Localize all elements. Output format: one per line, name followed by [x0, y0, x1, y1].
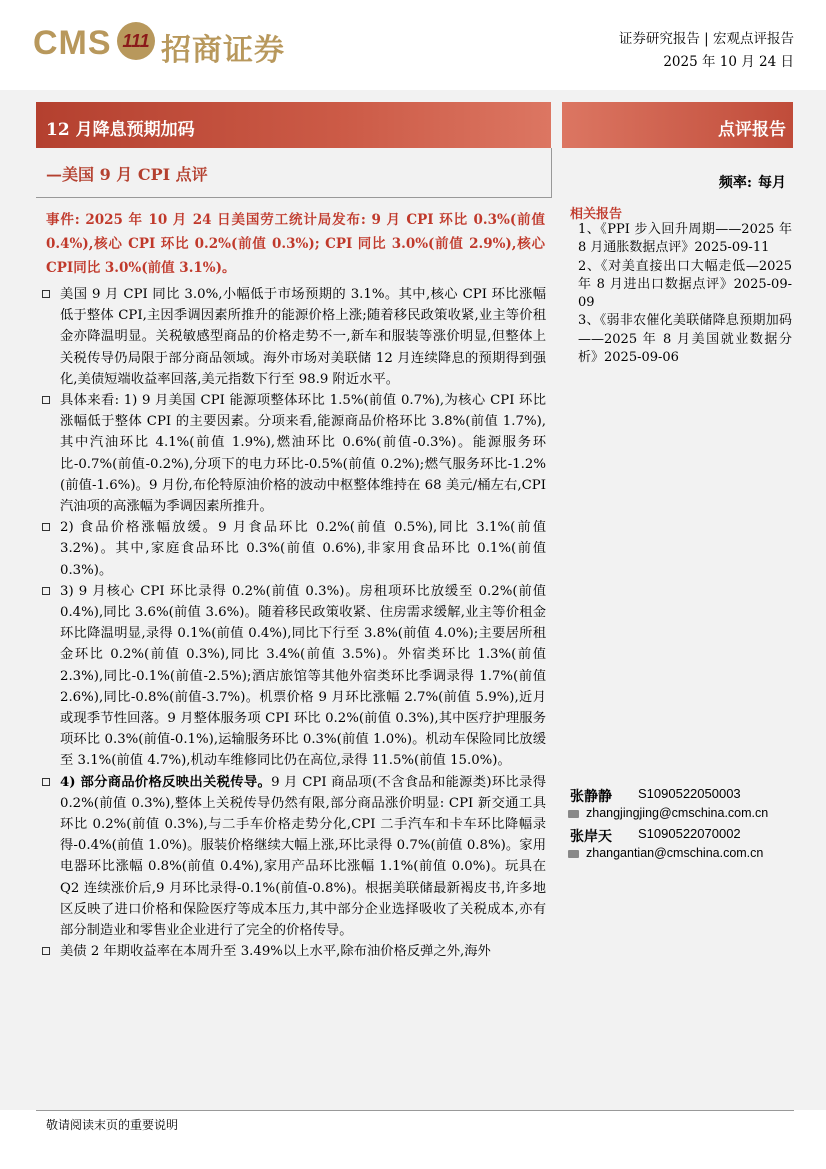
- event-summary: 事件: 2025 年 10 月 24 日美国劳工统计局发布: 9 月 CPI 环比 0.3%(前值 0.4%),核心 CPI 环比 0.2%(前值 0.3%); CPI 同比 3.0%(前值 2.9%),核心 CPI同比 3.0%(前值 3.1%)。: [46, 212, 545, 276]
- divider-vertical: [551, 148, 552, 198]
- frequency: [719, 172, 786, 192]
- analyst-email[interactable]: zhangjingjing@cmschina.com.cn: [586, 806, 769, 820]
- analyst-email[interactable]: zhangantian@cmschina.com.cn: [586, 846, 764, 860]
- related-reports-list: [578, 221, 792, 367]
- analyst-row: [570, 786, 792, 806]
- footer-note: 敬请阅读末页的重要说明: [46, 1118, 179, 1132]
- footer-divider: [36, 1110, 794, 1111]
- logo-latin: CMS: [33, 24, 112, 62]
- checkbox-bullet-icon: [42, 587, 50, 595]
- mail-icon: [568, 850, 579, 858]
- paragraph-text: 美国 9 月 CPI 同比 3.0%,小幅低于市场预期的 3.1%。其中,核心 CPI 环比涨幅低于整体 CPI,主因季调因素所推升的能源价格上涨;随着移民政策收紧,业主等价租金亦降温明显。关税敏感型商品的价格走势不一,新车和服装等涨价明显,但整体上关税传导仍局限于部分商品领域。海外市场对美联储 12 月连续降息的预期得到强化,美债短端收益率回落,美元指数下行至 98.9 附近水平。: [60, 287, 546, 387]
- paragraph-text: 3) 9 月核心 CPI 环比录得 0.2%(前值 0.3%)。房租项环比放缓至 0.2%(前值 0.4%),同比 3.6%(前值 3.6%)。随着移民政策收紧、住房需求缓解,业主等价租金环比降温明显,录得 0.1%(前值 0.4%),同比下行至 3.8%(前值 4.0%);主要居所租金环比 0.2%(前值 0.3%),同比 3.4%(前值 3.5%)。外宿类环比 1.3%(前值 2.3%),同比-0.1%(前值-2.5%);酒店旅馆等其他外宿类环比季调录得 1.7%(前值 2.6%),同比-0.8%(前值-3.7%)。机票价格 9 月环比涨幅 2.7%(前值 5.9%),近月或现季节性回落。9 月整体服务项 CPI 环比 0.2%(前值 0.3%),其中医疗护理服务项环比 0.3%(前值-0.1%),运输服务环比 0.3%(前值 1.0%)。机动车保险同比放缓至 3.1%(前值 4.7%),机动车维修同比仍在高位,录得 11.5%(前值 15.0%)。: [60, 583, 546, 769]
- report-category: 点评报告: [718, 120, 786, 140]
- checkbox-bullet-icon: [42, 523, 50, 531]
- paragraph: [40, 941, 546, 962]
- paragraph: [40, 390, 546, 517]
- paragraph-text: 美债 2 年期收益率在本周升至 3.49%以上水平,除布油价格反弹之外,海外: [60, 944, 491, 960]
- related-report-link[interactable]: 1、《PPI 步入回升周期——2025 年 8 月通胀数据点评》2025-09-11: [578, 222, 792, 256]
- logo-seal-icon: 111: [117, 22, 155, 60]
- paragraph-heading: 4) 部分商品价格反映出关税传导。: [60, 774, 272, 790]
- paragraph: [40, 772, 546, 942]
- report-type: 证券研究报告 | 宏观点评报告: [618, 31, 794, 47]
- divider-horizontal: [36, 197, 552, 198]
- paragraph: [40, 517, 546, 581]
- paragraph: [40, 284, 546, 390]
- checkbox-bullet-icon: [42, 290, 50, 298]
- report-date: 2025 年 10 月 24 日: [663, 54, 794, 70]
- main-body: [40, 284, 546, 963]
- mail-icon: [568, 810, 579, 818]
- paragraph-text: 9 月 CPI 商品项(不含食品和能源类)环比录得 0.2%(前值 0.3%),整体上关税传导仍然有限,部分商品涨价明显: CPI 新交通工具环比 0.2%(前值 0.3%),与二手车价格走势分化,CPI 二手汽车和卡车环比降幅录得-0.4%(前值 1.0%)。服装价格继续大幅上涨,环比录得 0.7%(前值 0.8%)。家用电器环比涨幅 0.8%(前值 0.4%),家用产品环比涨幅 1.1%(前值 0.0%)。玩具在 Q2 连续涨价后,9 月环比录得-0.1%(前值-0.8%)。根据美联储最新褐皮书,许多地区反映了进口价格和保险医疗等成本压力,其中部分企业选择吸收了关税成本,亦有部分制造业和零售业企业进行了完全的价格传导。: [60, 774, 546, 939]
- paragraph: [40, 581, 546, 772]
- analyst-name: 张静静: [570, 789, 612, 805]
- paragraph-text: 具体来看: 1) 9 月美国 CPI 能源项整体环比 1.5%(前值 0.7%),为核心 CPI 环比涨幅低于整体 CPI 的主要因素。分项来看,能源商品价格环比 3.8%(前值 1.7%),其中汽油环比 4.1%(前值 1.9%),燃油环比 0.6%(前值-0.3%)。能源服务环比-0.7%(前值-0.2%),分项下的电力环比-0.5%(前值 0.2%);燃气服务环比-1.2%(前值-1.6%)。9 月份,布伦特原油价格的波动中枢整体维持在 68 美元/桶左右,CPI 汽油项的高涨幅为季调因素所推升。: [60, 393, 546, 515]
- analyst-id: S1090522070002: [638, 826, 741, 841]
- report-title: 12 月降息预期加码: [46, 120, 195, 140]
- checkbox-bullet-icon: [42, 778, 50, 786]
- checkbox-bullet-icon: [42, 396, 50, 404]
- analyst-email-row: [570, 806, 792, 826]
- frequency-value: 每月: [758, 175, 786, 191]
- analyst-id: S1090522050003: [638, 786, 741, 801]
- report-subtitle: —美国 9 月 CPI 点评: [46, 165, 208, 184]
- checkbox-bullet-icon: [42, 947, 50, 955]
- paragraph-text: 2) 食品价格涨幅放缓。9 月食品环比 0.2%(前值 0.5%),同比 3.1%(前值 3.2%)。其中,家庭食品环比 0.3%(前值 0.6%),非家用食品环比 0.1%(前值 0.3%)。: [60, 520, 546, 578]
- analyst-row: [570, 826, 792, 846]
- analyst-name: 张岸天: [570, 829, 612, 845]
- related-report-link[interactable]: 3、《弱非农催化美联储降息预期加码——2025 年 8 月美国就业数据分析》2025-09-06: [578, 313, 792, 366]
- logo-chinese: 招商证券: [161, 33, 285, 68]
- company-logo: [33, 22, 293, 66]
- related-reports-title: 相关报告: [570, 207, 623, 222]
- analyst-block: [570, 786, 792, 866]
- frequency-label: 频率:: [718, 175, 752, 191]
- analyst-email-row: [570, 846, 792, 866]
- related-report-link[interactable]: 2、《对美直接出口大幅走低—2025 年 8 月进出口数据点评》2025-09-09: [578, 258, 792, 311]
